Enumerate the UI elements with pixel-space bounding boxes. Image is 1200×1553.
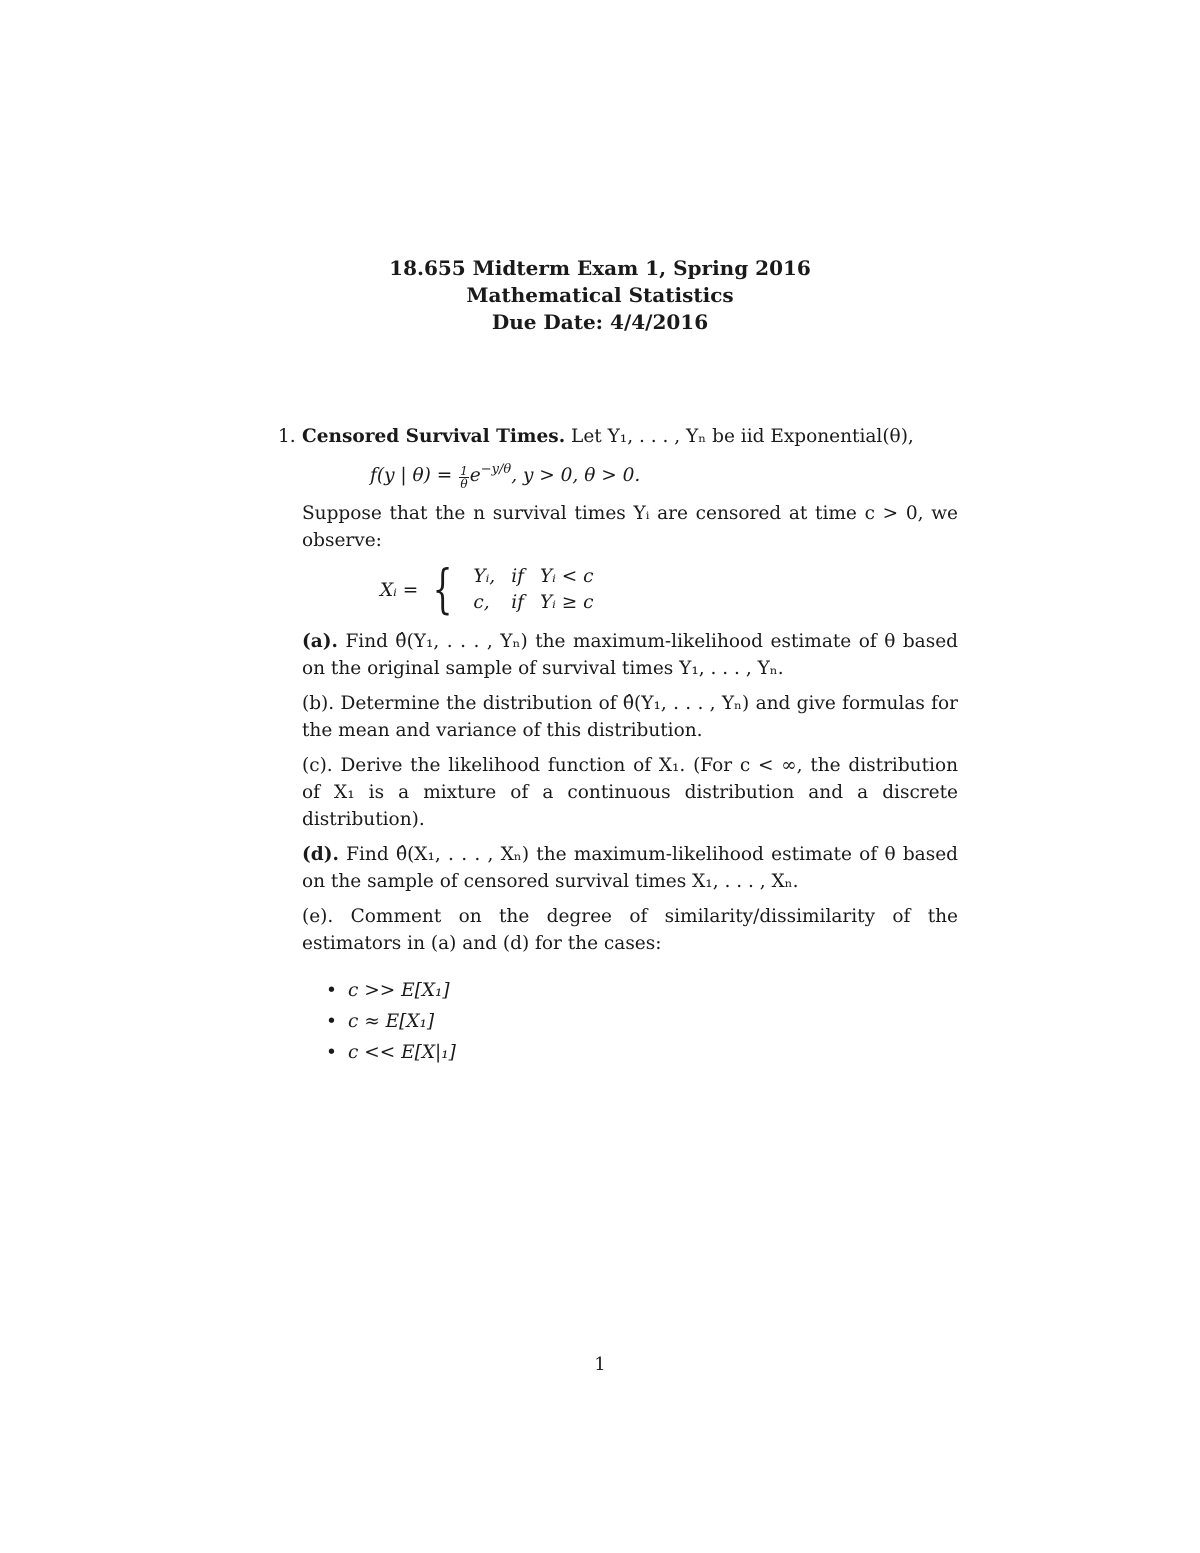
case-if: if [511,566,524,587]
density-lhs: f(y | θ) = [370,465,459,486]
problem-heading [278,423,958,450]
piecewise-definition [380,560,958,620]
page-number: 1 [594,1354,606,1375]
case-condition: Yᵢ < c [539,566,594,587]
part-label: (b). [302,693,335,714]
case-row [465,564,601,590]
case-if: if [511,592,524,613]
density-conditions: , y > 0, θ > 0. [511,465,641,486]
exam-header [0,255,1200,336]
density-fraction [459,465,469,490]
part-text: Derive the likelihood function of X₁. (For c < ∞, the distribution of X₁ is a mixture of a continuous distribution and a discrete distribution). [302,755,958,830]
part-a [302,628,958,682]
due-date: Due Date: 4/4/2016 [491,310,709,334]
part-label: (d). [302,844,339,865]
case-value: Yᵢ, [473,566,496,587]
course-subject: Mathematical Statistics [466,283,734,307]
list-item: • c << E[X|₁] [326,1039,958,1066]
part-e [302,903,958,957]
piecewise-cases [465,564,601,616]
problem-1 [278,423,958,1070]
part-label: (c). [302,755,333,776]
case-value: c, [473,592,490,613]
part-text: Find θ̂(Y₁, . . . , Yₙ) the maximum-likelihood estimate of θ based on the original sample of survival times Y₁, . . . , Yₙ. [302,631,958,679]
problem-number: 1. [278,426,296,447]
fraction-denominator: θ [460,477,468,491]
course-title: 18.655 Midterm Exam 1, Spring 2016 [389,256,811,280]
fraction-numerator: 1 [460,464,468,478]
case-list [326,977,958,1066]
density-formula [370,456,958,490]
part-label: (a). [302,631,338,652]
part-label: (e). [302,906,334,927]
case-row [465,590,601,616]
censoring-text: Suppose that the n survival times Yᵢ are censored at time c > 0, we observe: [302,503,958,551]
part-text: Find θ̂(X₁, . . . , Xₙ) the maximum-likelihood estimate of θ based on the sample of censored survival times X₁, . . . , Xₙ. [302,844,959,892]
exp-base: e [469,465,481,486]
problem-intro: Let Y₁, . . . , Yₙ be iid Exponential(θ), [571,426,914,447]
problem-title: Censored Survival Times. [302,426,566,447]
case-condition: Yᵢ ≥ c [539,592,594,613]
part-b [302,690,958,744]
exp-power: −y/θ [480,462,512,477]
left-brace-icon: { [432,560,453,620]
part-text: Comment on the degree of similarity/dissimilarity of the estimators in (a) and (d) for the cases: [302,906,958,954]
part-d [302,841,958,895]
part-c [302,752,958,833]
list-item: • c >> E[X₁] [326,977,958,1004]
piecewise-lhs: Xᵢ = [380,579,419,601]
part-text: Determine the distribution of θ̂(Y₁, . . . , Yₙ) and give formulas for the mean and variance of this distribution. [302,693,958,741]
list-item: • c ≈ E[X₁] [326,1008,958,1035]
